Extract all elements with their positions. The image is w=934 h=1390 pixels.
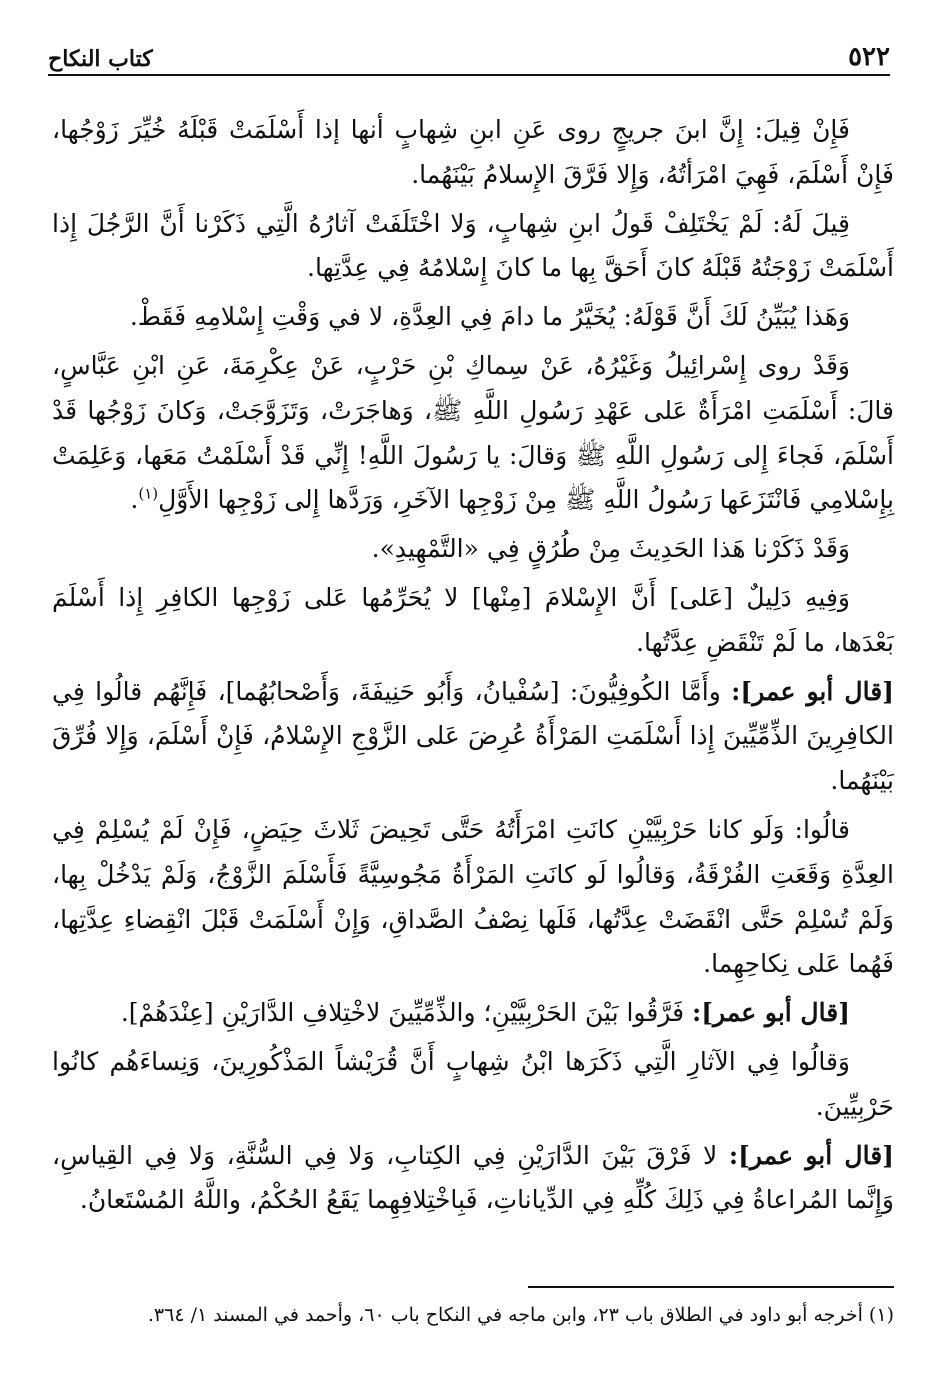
footnote-reference[interactable]: (١) xyxy=(138,485,159,504)
paragraph-text: وأَمَّا الكُوفِيُّونَ: [سُفْيانُ، وَأَبُو حَنِيفَةَ، وَأَصْحابُهُما]، فَإِنَّهُم قالُوا فِي الكافِرِينَ الذِّمِّيِّينَ إِذا أَسْلَمَتِ المَرْأَةُ عُرِضَ عَلى الزَّوْجِ الإِسْلامُ، فَإِنْ أَسْلَمَ، وَإِلا فُرِّقَ بَيْنَهُما. xyxy=(52,676,894,796)
paragraph-text: قالُوا: وَلَو كانا حَرْبِيَّيْنِ كانَتِ امْرَأَتُهُ حَتَّى تَحِيضَ ثَلاثَ حِيَضٍ، فَإِنْ لَمْ يُسْلِمْ فِي العِدَّةِ وَقَعَتِ الفُرْقَةُ، وَقالُوا لَو كانَتِ المَرْأَةُ مَجُوسِيَّةً فَأَسْلَمَ الزَّوْجُ، وَلَمْ يَدْخُلْ بِها، وَلَمْ تُسْلِمْ حَتَّى انْقَضَتْ عِدَّتُها، فَلَها نِصْفُ الصَّداقِ، وَإِنْ أَسْلَمَتْ قَبْلَ انْقِضاءِ عِدَّتِها، فَهُما عَلى نِكاحِهِما. xyxy=(52,814,894,979)
speaker-label: [قال أبو عمر]: xyxy=(691,998,850,1028)
footnote: (١) أخرجه أبو داود في الطلاق باب ٢٣، وابن ماجه في النكاح باب ٦٠، وأحمد في المسند ١/ ٣٦٤. xyxy=(147,1304,894,1326)
speaker-label: [قال أبو عمر]: xyxy=(731,676,894,706)
page-header xyxy=(48,34,890,76)
book-title: كتاب النكاح xyxy=(48,46,153,72)
paragraph-9 xyxy=(52,991,894,1036)
paragraph-text: وَقَدْ ذَكَرْنا هَذا الحَدِيثَ مِنْ طُرُقٍ فِي «التَّمْهِيدِ». xyxy=(371,534,850,564)
paragraph-11 xyxy=(52,1134,894,1224)
speaker-label: [قال أبو عمر]: xyxy=(728,1140,894,1170)
main-text xyxy=(52,108,894,1227)
paragraph-text: فَإِنْ قِيلَ: إِنَّ ابنَ جريجٍ روى عَنِ ابنِ شِهابٍ أنها إذا أَسْلَمَتْ قَبْلَهُ خُيِّرَ زَوْجُها، فَإِنْ أَسْلَمَ، فَهِيَ امْرَأتُهُ، وَإِلا فَرَّقَ الإِسلامُ بَيْنَهُما. xyxy=(52,115,894,189)
paragraph-1 xyxy=(52,108,894,198)
paragraph-10 xyxy=(52,1040,894,1130)
page-number: ٥٢٢ xyxy=(848,42,890,72)
paragraph-3 xyxy=(52,295,894,340)
paragraph-text: وَهَذا يُبَيِّنُ لَكَ أَنَّ قَوْلَهُ: يُخَيَّرُ ما دامَ فِي العِدَّةِ، لا في وَقْتِ إِسْلامِهِ فَقَطْ. xyxy=(129,302,850,332)
paragraph-4: وَقَدْ روى إِسْرائِيلُ وَغَيْرُهُ، عَنْ سِماكِ بْنِ حَرْبٍ، عَنْ عِكْرِمَةَ، عَنِ ابْنِ عَبَّاسٍ، قالَ: أَسْلَمَتِ امْرَأَةٌ عَلى عَهْدِ رَسُولِ اللَّهِ ﷺ، وَهاجَرَتْ، وَتَزَوَّجَتْ، وَكانَ زَوْجُها قَدْ أَسْلَمَ، فَجاءَ إِلى رَسُولِ اللَّهِ ﷺ وَقالَ: يا رَسُولَ اللَّهِ! إِنِّي قَدْ أَسْلَمْتُ مَعَها، وَعَلِمَتْ بِإِسْلامِي فَانْتَزَعَها رَسُولُ اللَّهِ ﷺ مِنْ زَوْجِها الآخَرِ، وَرَدَّها إِلى زَوْجِها الأَوَّلِ$^{(١)}$. xyxy=(52,350,894,515)
paragraph-6 xyxy=(52,576,894,666)
paragraph-text: وَقالُوا فِي الآثارِ الَّتِي ذَكَرَها ابْنُ شِهابٍ أَنَّ قُرَيْشاً المَذْكُورِينَ، وَنِساءَهُم كانُوا حَرْبِيِّينَ. xyxy=(52,1046,894,1121)
paragraph-text: وَفِيهِ دَلِيلٌ [عَلى] أَنَّ الإِسْلامَ [مِنْها] لا يُحَرِّمُها عَلى زَوْجِها الكافِرِ إِذا أَسْلَمَ بَعْدَها، ما لَمْ تَنْقَضِ عِدَّتُها. xyxy=(52,582,894,657)
paragraph-text: قِيلَ لَهُ: لَمْ يَخْتَلِفْ قَولُ ابنِ شِهابٍ، وَلا اخْتَلَفَتْ آثارُهُ الَّتِي ذَكَرْنا أَنَّ الرَّجُلَ إِذا أَسْلَمَتْ زَوْجَتُهُ قَبْلَهُ كانَ أَحَقَّ بِها ما كانَ إِسْلامُهُ فِي عِدَّتِها. xyxy=(52,208,894,283)
paragraph-8 xyxy=(52,808,894,987)
paragraph-5 xyxy=(52,527,894,572)
footnote-divider xyxy=(528,1286,894,1288)
paragraph-2 xyxy=(52,202,894,292)
paragraph-text: وَقَدْ روى إِسْرائِيلُ وَغَيْرُهُ، عَنْ سِماكِ بْنِ حَرْبٍ، عَنْ عِكْرِمَةَ، عَنِ ابْنِ عَبَّاسٍ، قالَ: أَسْلَمَتِ امْرَأَةٌ عَلى عَهْدِ رَسُولِ اللَّهِ ﷺ، وَهاجَرَتْ، وَتَزَوَّجَتْ، وَكانَ زَوْجُها قَدْ أَسْلَمَ، فَجاءَ إِلى رَسُولِ اللَّهِ ﷺ وَقالَ: يا رَسُولَ اللَّهِ! إِنِّي قَدْ أَسْلَمْتُ مَعَها، وَعَلِمَتْ بِإِسْلامِي فَانْتَزَعَها رَسُولُ اللَّهِ ﷺ مِنْ زَوْجِها الآخَرِ، وَرَدَّها إِلى زَوْجِها الأَوَّلِ xyxy=(52,350,894,515)
paragraph-7 xyxy=(52,670,894,804)
paragraph-text: لا فَرْقَ بَيْنَ الدَّارَيْنِ فِي الكِتابِ، وَلا فِي السُّنَّةِ، وَلا فِي القِياسِ، وَإِنَّما المُراعاةُ فِي ذَلِكَ كُلِّهِ فِي الدِّياناتِ، فَبِاخْتِلافِهِما يَقَعُ الحُكْمُ، واللَّهُ المُسْتَعانُ. xyxy=(52,1140,894,1215)
paragraph-text: فَرَّقُوا بَيْنَ الحَرْبِيَّيْنِ؛ والذِّمِّيِّينَ لاخْتِلافِ الدَّارَيْنِ [عِنْدَهُمْ]. xyxy=(120,998,685,1028)
